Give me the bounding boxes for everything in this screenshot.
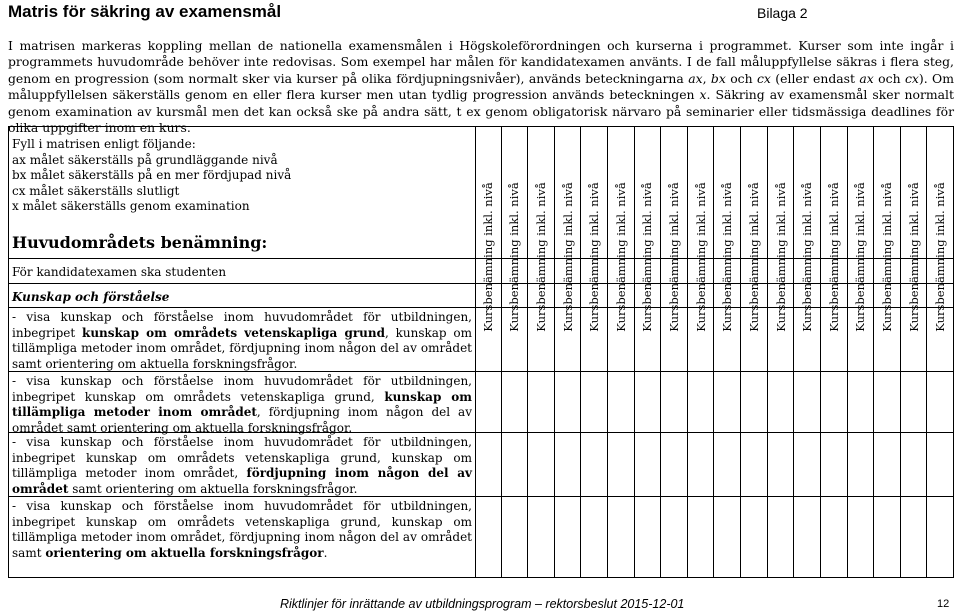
cell-divider bbox=[741, 371, 767, 372]
cell-divider bbox=[848, 432, 874, 433]
cell-divider bbox=[768, 258, 794, 259]
row-divider bbox=[9, 432, 475, 433]
course-column[interactable] bbox=[741, 127, 768, 577]
course-name-label: Kursbenämning inkl. nivå bbox=[587, 182, 602, 332]
course-column[interactable] bbox=[635, 127, 662, 577]
course-column[interactable] bbox=[528, 127, 555, 577]
cell-divider bbox=[555, 432, 581, 433]
cell-divider bbox=[688, 283, 714, 284]
legend-heading: Fyll i matrisen enligt följande: bbox=[12, 137, 196, 151]
appendix-label: Bilaga 2 bbox=[757, 5, 808, 21]
cell-divider bbox=[475, 258, 501, 259]
cell-divider bbox=[502, 307, 528, 308]
goals-column bbox=[9, 127, 476, 577]
cell-divider bbox=[848, 307, 874, 308]
cell-divider bbox=[794, 307, 820, 308]
cell-divider bbox=[741, 283, 767, 284]
cell-divider bbox=[927, 283, 953, 284]
cell-divider bbox=[528, 307, 554, 308]
cell-divider bbox=[608, 432, 634, 433]
cell-divider bbox=[608, 258, 634, 259]
cell-divider bbox=[821, 496, 847, 497]
intro-paragraph: I matrisen markeras koppling mellan de nationella examensmålen i Högskoleförordningen och kurserna i programmet. Kurser som inte ingår i programmets huvudområde behöver inte redovisas. Som exempel har målen för kandidatexamen använts. I de fall måluppfyllelse säkras i flera steg, genom en progression (som normalt sker via kurser på olika fördjupningsnivåer), används beteckningarna ax, bx och cx (eller endast ax och cx). Om måluppfyllelsen säkerställs genom en eller flera kurser men utan tydlig progression används beteckningen x. Säkring av examensmål sker normalt genom examination av kursmål men det kan också ske på andra sätt, t ex genom obligatorisk närvaro på seminarier eller tidsmässiga deadlines för olika uppgifter inom en kurs. bbox=[8, 38, 954, 136]
cell-divider bbox=[927, 307, 953, 308]
cell-divider bbox=[528, 432, 554, 433]
course-name-label: Kursbenämning inkl. nivå bbox=[667, 182, 682, 332]
cell-divider bbox=[502, 258, 528, 259]
cell-divider bbox=[714, 496, 740, 497]
cell-divider bbox=[661, 258, 687, 259]
course-name-label: Kursbenämning inkl. nivå bbox=[720, 182, 735, 332]
cell-divider bbox=[794, 432, 820, 433]
cell-divider bbox=[475, 432, 501, 433]
matrix-table bbox=[8, 126, 954, 578]
cell-divider bbox=[475, 307, 501, 308]
row-divider bbox=[9, 371, 475, 372]
cell-divider bbox=[901, 496, 927, 497]
cell-divider bbox=[555, 496, 581, 497]
cell-divider bbox=[555, 283, 581, 284]
row-divider bbox=[9, 307, 475, 308]
row-divider bbox=[9, 283, 475, 284]
course-name-label: Kursbenämning inkl. nivå bbox=[746, 182, 761, 332]
cell-divider bbox=[901, 432, 927, 433]
goal-item-3: - visa kunskap och förståelse inom huvudområdet för utbildningen, inbegripet kunskap om områdets vetenskapliga grund, kunskap om tillämpliga metoder inom området, fördjupning inom någon del av området samt orientering om aktuella forskningsfrågor. bbox=[12, 435, 472, 496]
cell-divider bbox=[768, 307, 794, 308]
course-column[interactable] bbox=[688, 127, 715, 577]
cell-divider bbox=[688, 307, 714, 308]
course-column[interactable] bbox=[475, 127, 502, 577]
course-column[interactable] bbox=[848, 127, 875, 577]
cell-divider bbox=[661, 432, 687, 433]
main-area-heading: Huvudområdets benämning: bbox=[12, 233, 268, 252]
cell-divider bbox=[555, 371, 581, 372]
cell-divider bbox=[901, 283, 927, 284]
course-name-label: Kursbenämning inkl. nivå bbox=[933, 182, 948, 332]
cell-divider bbox=[555, 258, 581, 259]
course-column[interactable] bbox=[555, 127, 582, 577]
course-name-label: Kursbenämning inkl. nivå bbox=[640, 182, 655, 332]
goal-item-2: - visa kunskap och förståelse inom huvudområdet för utbildningen, inbegripet kunskap om områdets vetenskapliga grund, kunskap om tillämpliga metoder inom området, fördjupning inom någon del av området samt orientering om aktuella forskningsfrågor. bbox=[12, 374, 472, 435]
course-column[interactable] bbox=[901, 127, 928, 577]
cell-divider bbox=[768, 496, 794, 497]
cell-divider bbox=[874, 283, 900, 284]
course-column[interactable] bbox=[661, 127, 688, 577]
cell-divider bbox=[714, 258, 740, 259]
cell-divider bbox=[901, 371, 927, 372]
cell-divider bbox=[874, 258, 900, 259]
degree-intro: För kandidatexamen ska studenten bbox=[12, 265, 227, 279]
goal-item-1: - visa kunskap och förståelse inom huvudområdet för utbildningen, inbegripet kunskap om områdets vetenskapliga grund, kunskap om tillämpliga metoder inom området, fördjupning inom någon del av området samt orientering om aktuella forskningsfrågor. bbox=[12, 310, 472, 371]
cell-divider bbox=[635, 432, 661, 433]
legend-x: x målet säkerställs genom examination bbox=[12, 199, 250, 213]
cell-divider bbox=[741, 258, 767, 259]
course-column[interactable] bbox=[821, 127, 848, 577]
cell-divider bbox=[688, 258, 714, 259]
cell-divider bbox=[714, 283, 740, 284]
cell-divider bbox=[794, 496, 820, 497]
course-column[interactable] bbox=[927, 127, 953, 577]
cell-divider bbox=[581, 432, 607, 433]
cell-divider bbox=[635, 371, 661, 372]
cell-divider bbox=[927, 371, 953, 372]
cell-divider bbox=[794, 258, 820, 259]
cell-divider bbox=[741, 496, 767, 497]
cell-divider bbox=[927, 432, 953, 433]
cell-divider bbox=[821, 258, 847, 259]
cell-divider bbox=[901, 258, 927, 259]
cell-divider bbox=[661, 496, 687, 497]
cell-divider bbox=[608, 283, 634, 284]
cell-divider bbox=[874, 371, 900, 372]
cell-divider bbox=[848, 258, 874, 259]
course-name-label: Kursbenämning inkl. nivå bbox=[879, 182, 894, 332]
page-title: Matris för säkring av examensmål bbox=[8, 2, 282, 21]
row-divider bbox=[9, 258, 475, 259]
cell-divider bbox=[502, 283, 528, 284]
course-column[interactable] bbox=[714, 127, 741, 577]
course-column[interactable] bbox=[768, 127, 795, 577]
cell-divider bbox=[821, 432, 847, 433]
cell-divider bbox=[635, 307, 661, 308]
cell-divider bbox=[874, 307, 900, 308]
cell-divider bbox=[848, 283, 874, 284]
cell-divider bbox=[821, 307, 847, 308]
cell-divider bbox=[608, 307, 634, 308]
course-columns bbox=[475, 127, 953, 577]
course-column[interactable] bbox=[581, 127, 608, 577]
legend-ax: ax målet säkerställs på grundläggande nivå bbox=[12, 152, 278, 167]
cell-divider bbox=[581, 371, 607, 372]
course-name-label: Kursbenämning inkl. nivå bbox=[480, 182, 495, 332]
legend bbox=[12, 137, 291, 215]
legend-cx: cx målet säkerställs slutligt bbox=[12, 183, 180, 198]
cell-divider bbox=[848, 371, 874, 372]
cell-divider bbox=[874, 432, 900, 433]
footer-text: Riktlinjer för inrättande av utbildningsprogram – rektorsbeslut 2015-12-01 bbox=[280, 597, 685, 611]
cell-divider bbox=[502, 371, 528, 372]
cell-divider bbox=[661, 371, 687, 372]
course-name-label: Kursbenämning inkl. nivå bbox=[560, 182, 575, 332]
cell-divider bbox=[714, 371, 740, 372]
cell-divider bbox=[874, 496, 900, 497]
cell-divider bbox=[741, 432, 767, 433]
cell-divider bbox=[688, 496, 714, 497]
cell-divider bbox=[635, 496, 661, 497]
cell-divider bbox=[768, 371, 794, 372]
cell-divider bbox=[635, 258, 661, 259]
cell-divider bbox=[581, 258, 607, 259]
cell-divider bbox=[528, 496, 554, 497]
cell-divider bbox=[741, 307, 767, 308]
course-name-label: Kursbenämning inkl. nivå bbox=[853, 182, 868, 332]
course-column[interactable] bbox=[502, 127, 529, 577]
cell-divider bbox=[502, 496, 528, 497]
cell-divider bbox=[581, 307, 607, 308]
cell-divider bbox=[848, 496, 874, 497]
course-name-label: Kursbenämning inkl. nivå bbox=[507, 182, 522, 332]
cell-divider bbox=[555, 307, 581, 308]
course-column[interactable] bbox=[608, 127, 635, 577]
goal-item-4: - visa kunskap och förståelse inom huvudområdet för utbildningen, inbegripet kunskap om områdets vetenskapliga grund, kunskap om tillämpliga metoder inom området, fördjupning inom någon del av området samt orientering om aktuella forskningsfrågor. bbox=[12, 499, 472, 560]
cell-divider bbox=[714, 432, 740, 433]
cell-divider bbox=[528, 283, 554, 284]
cell-divider bbox=[794, 283, 820, 284]
cell-divider bbox=[581, 283, 607, 284]
cell-divider bbox=[661, 283, 687, 284]
page-number: 12 bbox=[937, 598, 950, 610]
cell-divider bbox=[581, 496, 607, 497]
course-column[interactable] bbox=[794, 127, 821, 577]
course-name-label: Kursbenämning inkl. nivå bbox=[773, 182, 788, 332]
cell-divider bbox=[528, 371, 554, 372]
cell-divider bbox=[768, 283, 794, 284]
course-name-label: Kursbenämning inkl. nivå bbox=[800, 182, 815, 332]
section-heading: Kunskap och förståelse bbox=[12, 290, 170, 304]
course-name-label: Kursbenämning inkl. nivå bbox=[906, 182, 921, 332]
course-name-label: Kursbenämning inkl. nivå bbox=[826, 182, 841, 332]
cell-divider bbox=[688, 371, 714, 372]
course-name-label: Kursbenämning inkl. nivå bbox=[693, 182, 708, 332]
cell-divider bbox=[768, 432, 794, 433]
cell-divider bbox=[688, 432, 714, 433]
row-divider bbox=[9, 496, 475, 497]
cell-divider bbox=[502, 432, 528, 433]
cell-divider bbox=[714, 307, 740, 308]
cell-divider bbox=[794, 371, 820, 372]
cell-divider bbox=[475, 283, 501, 284]
course-name-label: Kursbenämning inkl. nivå bbox=[534, 182, 549, 332]
cell-divider bbox=[927, 496, 953, 497]
cell-divider bbox=[528, 258, 554, 259]
cell-divider bbox=[821, 283, 847, 284]
cell-divider bbox=[927, 258, 953, 259]
cell-divider bbox=[608, 496, 634, 497]
cell-divider bbox=[901, 307, 927, 308]
cell-divider bbox=[475, 496, 501, 497]
cell-divider bbox=[475, 371, 501, 372]
cell-divider bbox=[821, 371, 847, 372]
cell-divider bbox=[635, 283, 661, 284]
cell-divider bbox=[661, 307, 687, 308]
course-column[interactable] bbox=[874, 127, 901, 577]
legend-bx: bx målet säkerställs på en mer fördjupad nivå bbox=[12, 168, 292, 182]
cell-divider bbox=[608, 371, 634, 372]
course-name-label: Kursbenämning inkl. nivå bbox=[613, 182, 628, 332]
